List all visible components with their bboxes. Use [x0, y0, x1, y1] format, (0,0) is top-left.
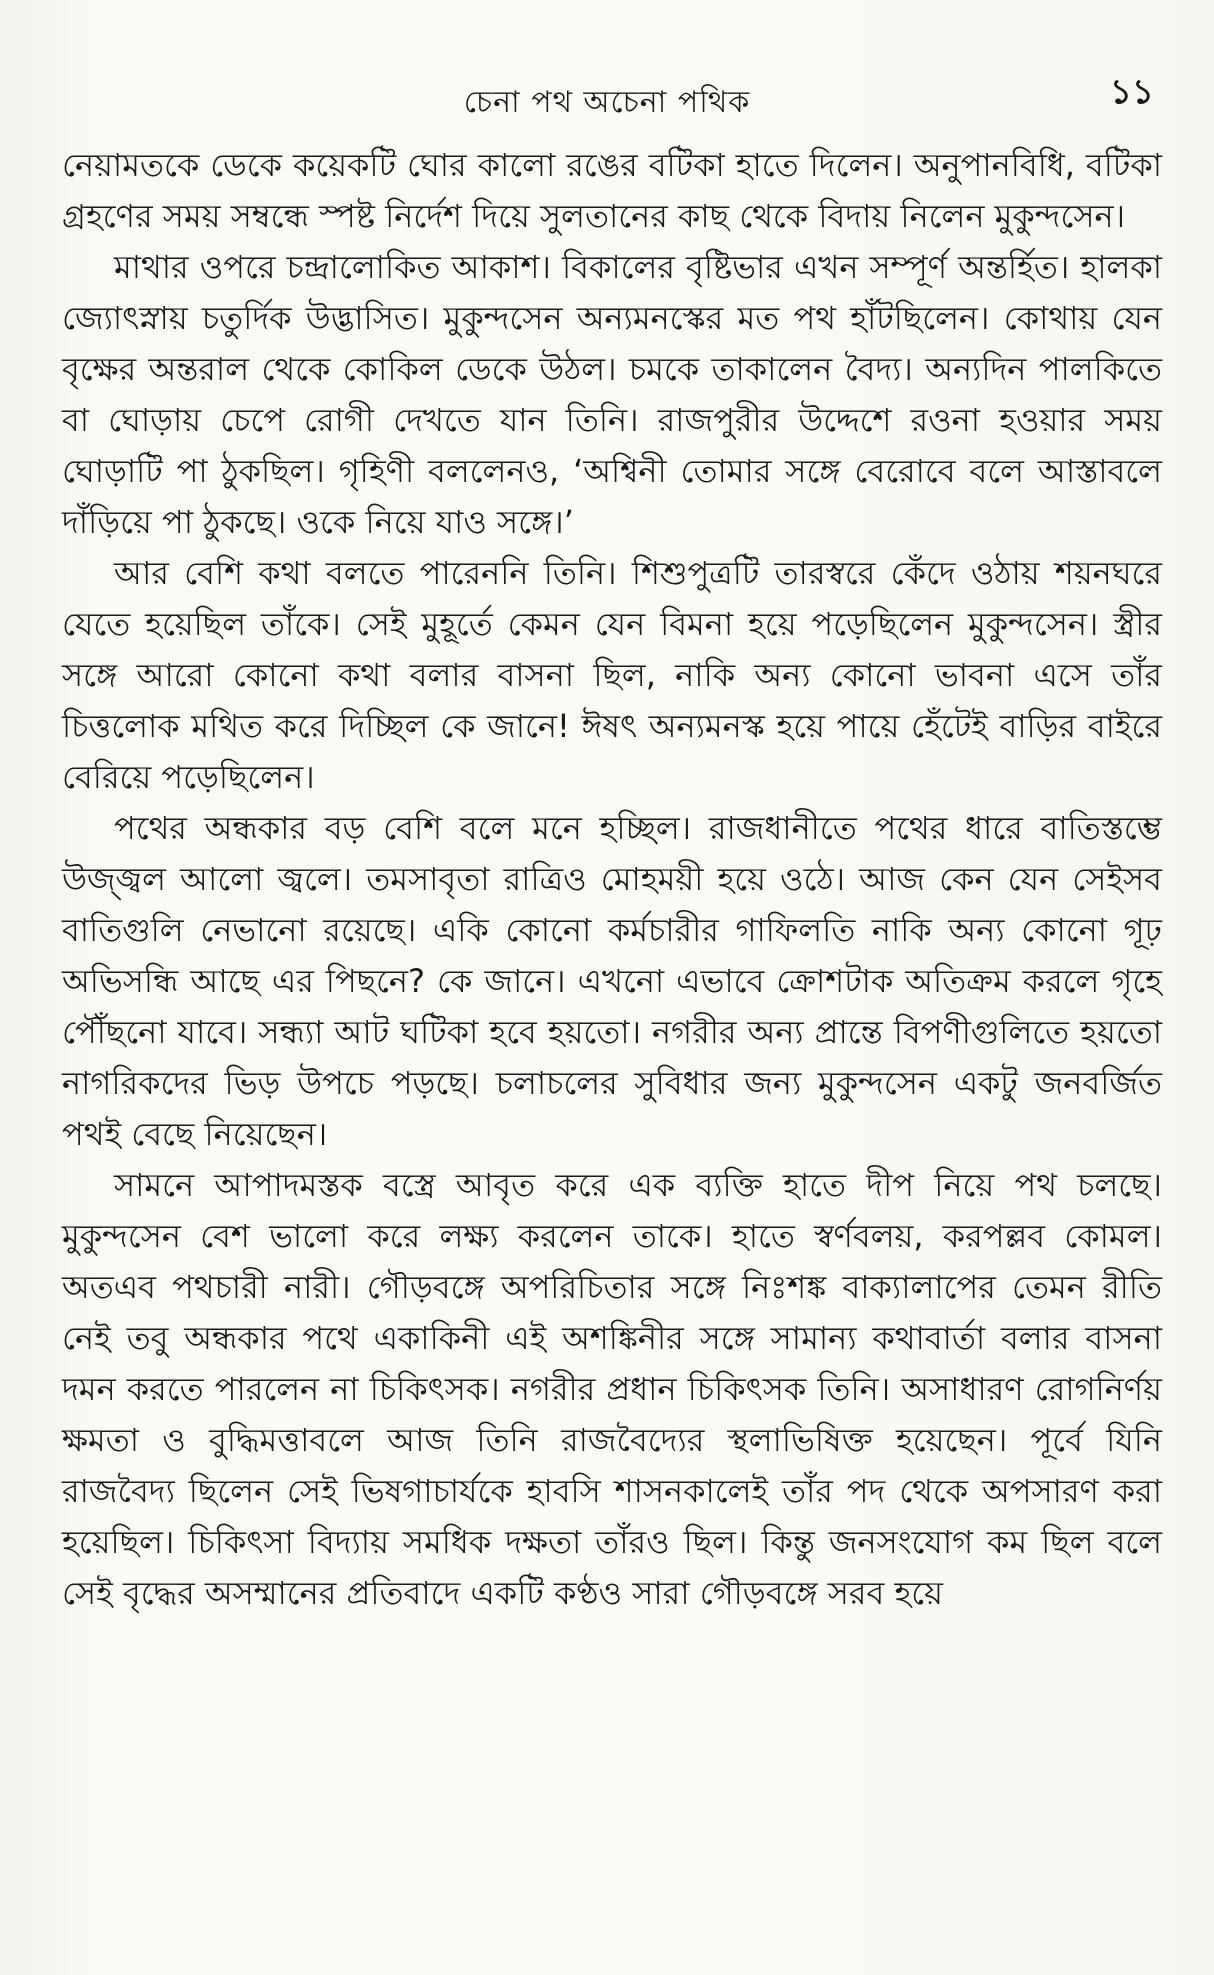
running-header-title: চেনা পথ অচেনা পথিক — [463, 85, 751, 120]
paragraph: নেয়ামতকে ডেকে কয়েকটি ঘোর কালো রঙের বটিকা হাতে দিলেন। অনুপানবিধি, বটিকা গ্রহণের সময় সম্বন্ধে স্পষ্ট নির্দেশ দিয়ে সুলতানের কাছ থেকে বিদায় নিলেন মুকুন্দসেন। — [62, 146, 1162, 235]
paragraph: পথের অন্ধকার বড় বেশি বলে মনে হচ্ছিল। রাজধানীতে পথের ধারে বাতিস্তম্ভে উজ্জ্বল আলো জ্বলে। তমসাবৃতা রাত্রিও মোহময়ী হয়ে ওঠে। আজ কেন যেন সেইসব বাতিগুলি নেভানো রয়েছে। একি কোনো কর্মচারীর গাফিলতি নাকি অন্য কোনো গূঢ় অভিসন্ধি আছে এর পিছনে? কে জানে। এখনো এভাবে ক্রোশটাক অতিক্রম করলে গৃহে পৌঁছনো যাবে। সন্ধ্যা আট ঘটিকা হবে হয়তো। নগরীর অন্য প্রান্তে বিপণীগুলিতে হয়তো নাগরিকদের ভিড় উপচে পড়ছে। চলাচলের সুবিধার জন্য মুকুন্দসেন একটু জনবর্জিত পথই বেছে নিয়েছেন। — [62, 809, 1162, 1153]
paragraph: মাথার ওপরে চন্দ্রালোকিত আকাশ। বিকালের বৃষ্টিভার এখন সম্পূর্ণ অন্তর্হিত। হালকা জ্যোৎস্নায় চতুর্দিক উদ্ভাসিত। মুকুন্দসেন অন্যমনস্কের মত পথ হাঁটছিলেন। কোথায় যেন বৃক্ষের অন্তরাল থেকে কোকিল ডেকে উঠল। চমকে তাকালেন বৈদ্য। অন্যদিন পালকিতে বা ঘোড়ায় চেপে রোগী দেখতে যান তিনি। রাজপুরীর উদ্দেশে রওনা হওয়ার সময় ঘোড়াটি পা ঠুকছিল। গৃহিণী বললেনও, ‘অশ্বিনী তোমার সঙ্গে বেরোবে বলে আস্তাবলে দাঁড়িয়ে পা ঠুকছে। ওকে নিয়ে যাও সঙ্গে।’ — [62, 248, 1162, 541]
page-number: ১১ — [1109, 72, 1154, 112]
body-text — [62, 140, 1162, 1619]
paragraph: আর বেশি কথা বলতে পারেননি তিনি। শিশুপুত্রটি তারস্বরে কেঁদে ওঠায় শয়নঘরে যেতে হয়েছিল তাঁকে। সেই মুহূর্তে কেমন যেন বিমনা হয়ে পড়েছিলেন মুকুন্দসেন। স্ত্রীর সঙ্গে আরো কোনো কথা বলার বাসনা ছিল, নাকি অন্য কোনো ভাবনা এসে তাঁর চিত্তলোক মথিত করে দিচ্ছিল কে জানে! ঈষৎ অন্যমনস্ক হয়ে পায়ে হেঁটেই বাড়ির বাইরে বেরিয়ে পড়েছিলেন। — [62, 554, 1162, 796]
paragraph: সামনে আপাদমস্তক বস্ত্রে আবৃত করে এক ব্যক্তি হাতে দীপ নিয়ে পথ চলছে। মুকুন্দসেন বেশ ভালো করে লক্ষ্য করলেন তাকে। হাতে স্বর্ণবলয়, করপল্লব কোমল। অতএব পথচারী নারী। গৌড়বঙ্গে অপরিচিতার সঙ্গে নিঃশঙ্ক বাক্যালাপের তেমন রীতি নেই তবু অন্ধকার পথে একাকিনী এই অশঙ্কিনীর সঙ্গে সামান্য কথাবার্তা বলার বাসনা দমন করতে পারলেন না চিকিৎসক। নগরীর প্রধান চিকিৎসক তিনি। অসাধারণ রোগনির্ণয় ক্ষমতা ও বুদ্ধিমত্তাবলে আজ তিনি রাজবৈদ্যের স্থলাভিষিক্ত হয়েছেন। পূর্বে যিনি রাজবৈদ্য ছিলেন সেই ভিষগাচার্যকে হাবসি শাসনকালেই তাঁর পদ থেকে অপসারণ করা হয়েছিল। চিকিৎসা বিদ্যায় সমধিক দক্ষতা তাঁরও ছিল। কিন্তু জনসংযোগ কম ছিল বলে সেই বৃদ্ধের অসম্মানের প্রতিবাদে একটি কণ্ঠও সারা গৌড়বঙ্গে সরব হয়ে — [62, 1166, 1162, 1612]
